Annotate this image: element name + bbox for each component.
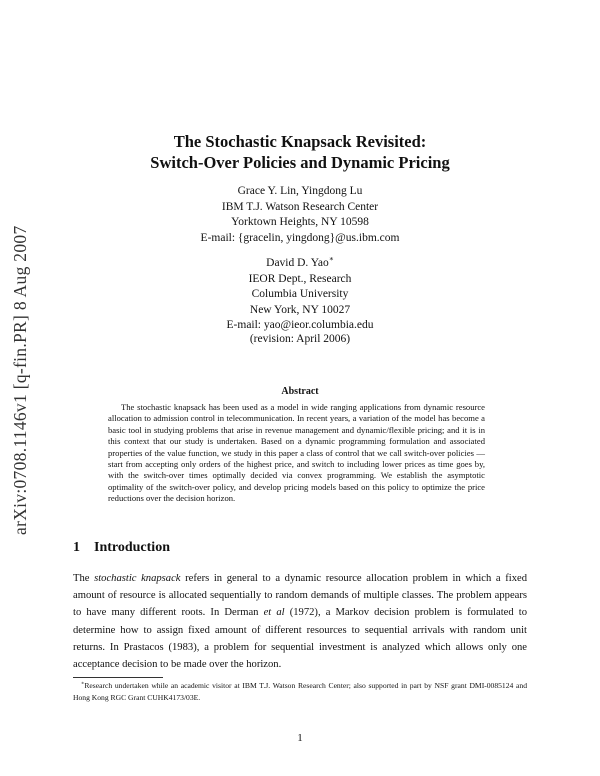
author-department: IEOR Dept., Research [248,272,352,285]
intro-text-part: The [73,573,95,584]
footnote-body: Research undertaken while an academic visitor at IBM T.J. Watson Research Center; also supported in part by NSF grant DMI-0085124 and Hong Kong RGC Grant CUHK4173/03E. [73,681,527,702]
section-heading [73,540,170,556]
intro-term-stochastic-knapsack: stochastic knapsack [94,573,181,584]
abstract-heading: Abstract [281,386,319,397]
arxiv-identifier-stamp: arXiv:0708.1146v1 [q-fin.PR] 8 Aug 2007 [10,225,30,535]
author-block-columbia [0,256,600,334]
author-block-ibm [0,184,600,246]
section-number: 1 [73,540,80,555]
author-name: David D. Yao [266,257,329,269]
author-names: Grace Y. Lin, Yingdong Lu [237,185,363,197]
author-email: E-mail: {gracelin, yingdong}@us.ibm.com [200,231,400,244]
paper-title-line-2: Switch-Over Policies and Dynamic Pricing [150,153,450,172]
author-university: Columbia University [251,288,349,300]
author-affiliation: IBM T.J. Watson Research Center [221,200,379,213]
abstract-body [108,402,485,505]
intro-text-part: refers in general to a dynamic resource allocation problem in which a fixed amount of resource is allocated sequentially to random demands of multiple classes. The problem appears to have many different roots. In Derman [73,573,528,619]
intro-text-part: (1972), a Markov decision problem is formulated to determine how to assign fixed amount of different resources to sequential arrivals with random unit returns. In Prastacos (1983), a problem for sequential investment is analyzed which allows only one acceptance decision to be made over the horizon. [73,607,527,671]
revision-note: (revision: April 2006) [249,333,351,345]
introduction-paragraph [73,570,527,673]
author-address: New York, NY 10027 [249,303,351,316]
intro-text [73,570,527,673]
page-number: 1 [297,732,303,744]
author-name-line [0,256,600,272]
footnote-divider [73,677,163,678]
footnote-mark: ∗ [81,681,85,687]
author-footnote-mark: ∗ [328,254,334,264]
intro-term-et-al: et al [263,607,285,619]
footnote [73,680,527,704]
paper-title-line-1: The Stochastic Knapsack Revisited: [173,132,427,151]
author-address: Yorktown Heights, NY 10598 [231,216,369,228]
author-email: E-mail: yao@ieor.columbia.edu [226,319,374,331]
section-title: Introduction [94,540,170,555]
abstract-text: The stochastic knapsack has been used as a model in wide ranging applications from dynamic resource allocation to admission control in telecommunication. In recent years, a variation of the model has become a basic tool in studying problems that arise in revenue management and dynamic/flexible pricing; and it is in this context that our study is undertaken. Based on a dynamic programming formulation and associated properties of the value function, we study in this paper a class of control that we call switch-over policies — start from accepting only orders of the highest price, and switch to including lower prices as time goes by, with the switch-over times optimally decided via convex programming. We establish the asymptotic optimality of the switch-over policy, and develop pricing models based on this policy to optimize the price reductions over the decision horizon. [108,402,485,504]
footnote-text [73,680,527,704]
